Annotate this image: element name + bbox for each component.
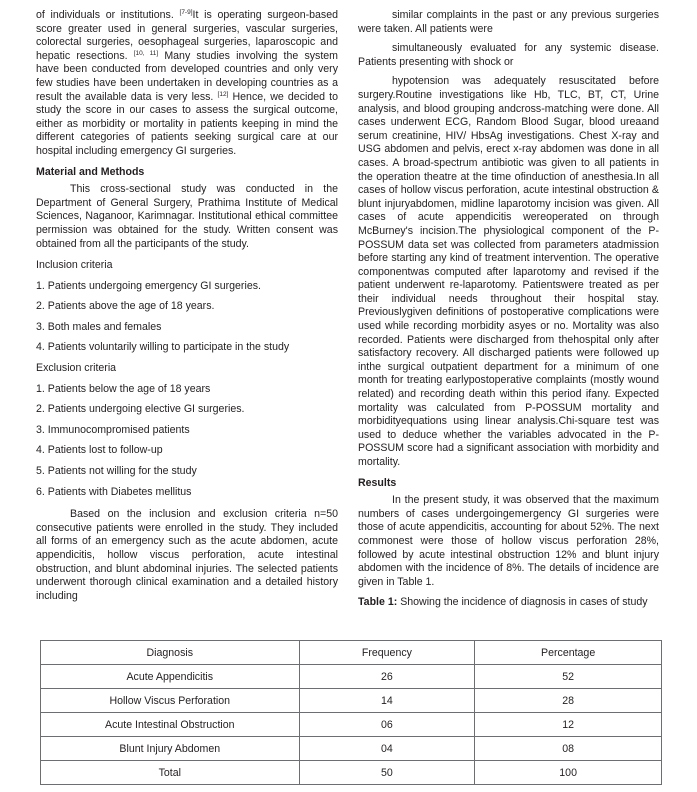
table-cell: Acute Intestinal Obstruction: [41, 713, 300, 737]
exclusion-item: 3. Immunocompromised patients: [36, 423, 190, 436]
column-header: Percentage: [475, 641, 662, 665]
exclusion-item: 4. Patients lost to follow-up: [36, 444, 163, 457]
incidence-table: [40, 640, 662, 785]
citation: [10, 11]: [133, 49, 159, 57]
table-row: [41, 713, 662, 737]
table-cell: Total: [41, 761, 300, 785]
enrolment-paragraph: Based on the inclusion and exclusion criteria n=50 consecutive patients were enrolled in the study. They included all forms of an emergency such as the acute abdomen, acute appendicitis, hollow viscus perforation, acute intestinal obstruction, and blunt abdominal injuries. The selected patients underwent thorough clinical examination and a detailed history including: [36, 508, 338, 602]
results-paragraph: In the present study, it was observed that the maximum numbers of cases undergoingemergency GI surgeries were those of acute appendicitis, accounting for about 52%. The next commonest were those of hollow viscus perforation 28%, followed by acute intestinal obstruction 12% and blunt injury abdomen with the incidence of 8%. The details of incidence are given in Table 1.: [358, 494, 659, 588]
inclusion-label: Inclusion criteria: [36, 259, 113, 272]
table-row: [41, 665, 662, 689]
table-cell: 14: [299, 689, 475, 713]
exclusion-item: 1. Patients below the age of 18 years: [36, 382, 211, 395]
exclusion-label: Exclusion criteria: [36, 362, 117, 375]
table-cell: 50: [299, 761, 475, 785]
table-total-row: [41, 761, 662, 785]
intro-paragraph: of individuals or institutions. [7-9]It is operating surgeon-based score greater used in general surgeries, vascular surgeries, colorectal surgeries, oesophageal surgeries, laparoscopic and hepatic resections. [10, 11] Many studies involving the system have been conducted from developed countries and only very few studies have been undertaken in developing countries as a result the available data is very less. [12] Hence, we decided to study the score in our cases to assess the surgical outcome, either as morbidity or mortality in patients keeping in mind the different categories of patients seeking surgical care at our hospital including emergency GI surgeries.: [36, 9, 339, 157]
table-cell: Acute Appendicitis: [41, 665, 300, 689]
systemic-paragraph: simultaneously evaluated for any systemic disease. Patients presenting with shock or: [358, 42, 659, 68]
table-cell: 28: [475, 689, 662, 713]
column-header: Frequency: [299, 641, 475, 665]
table-caption: Table 1: Showing the incidence of diagnosis in cases of study: [358, 596, 648, 609]
table-cell: 26: [299, 665, 475, 689]
table-row: [41, 689, 662, 713]
inclusion-item: 3. Both males and females: [36, 320, 162, 333]
table-cell: 12: [475, 713, 662, 737]
history-paragraph: similar complaints in the past or any previous surgeries were taken. All patients were: [358, 9, 659, 35]
exclusion-item: 5. Patients not willing for the study: [36, 465, 197, 478]
left-column: [36, 9, 338, 603]
column-header: Diagnosis: [41, 641, 300, 665]
table-cell: 52: [475, 665, 662, 689]
inclusion-item: 1. Patients undergoing emergency GI surgeries.: [36, 279, 261, 292]
table-cell: 06: [299, 713, 475, 737]
table-header-row: [41, 641, 662, 665]
exclusion-item: 2. Patients undergoing elective GI surgeries.: [36, 403, 245, 416]
table-cell: Hollow Viscus Perforation: [41, 689, 300, 713]
right-column: [358, 9, 659, 610]
methods-heading: Material and Methods: [36, 165, 145, 178]
citation: [12]: [217, 90, 229, 98]
table-cell: 100: [475, 761, 662, 785]
exclusion-item: 6. Patients with Diabetes mellitus: [36, 485, 192, 498]
table-row: [41, 737, 662, 761]
investigations-paragraph: hypotension was adequately resuscitated before surgery.Routine investigations like Hb, TLC, BT, CT, Urine analysis, and blood grouping andcross-matching were done. All cases underwent ECG, Random Blood Sugar, blood ureaand serum creatinine, HIV/ HbsAg investigations. Chest X-ray and USG abdomen and pelvis, erect x-ray abdomen was done in all cases. A broad-spectrum antibiotic was given to all patients in the operation theatre at the time ofinduction of anesthesia.In all cases of hollow viscus perforation, acute intestinal obstruction & blunt injuryabdomen, midline laparotomy incision was given. All cases of acute appendicitis wereoperated on through McBurney's incision.The physiological component of the P- POSSUM data set was collected from parameters atadmission before starting any kind of treatment intervention. The operative componentwas computed after laparotomy and revised if the patient underwent re-laparotomy. Patientswere treated as per their individual needs throughout their hospital stay. Previouslygiven definitions of postoperative complications were used while recording morbidity asyes or no. Mortality was also recorded. Patients were discharged from thehospital only after satisfactory recovery. All discharged patients were followed up inthe surgical outpatient department for a minimum of one month for treating earlypostoperative complaints (mostly wound related) and recording death within this period ifany. Expected mortality was calculated from P-POSSUM mortality and morbidityequations using linear analysis.Chi-square test was used to deduce whether the variables advocated in the P-POSSUM score had a significant association with morbidity and mortality.: [358, 75, 659, 468]
inclusion-item: 2. Patients above the age of 18 years.: [36, 300, 215, 313]
results-heading: Results: [358, 476, 397, 489]
table-cell: 04: [299, 737, 475, 761]
table-cell: 08: [475, 737, 662, 761]
citation: [7-9]: [179, 9, 193, 16]
inclusion-item: 4. Patients voluntarily willing to participate in the study: [36, 341, 290, 354]
methods-paragraph: This cross-sectional study was conducted in the Department of General Surgery, Prathima Institute of Medical Sciences, Naganoor, Karimnagar. Institutional ethical committee permission was obtained for the study. Written consent was obtained from all the participants of the study.: [36, 183, 338, 250]
table-cell: Blunt Injury Abdomen: [41, 737, 300, 761]
